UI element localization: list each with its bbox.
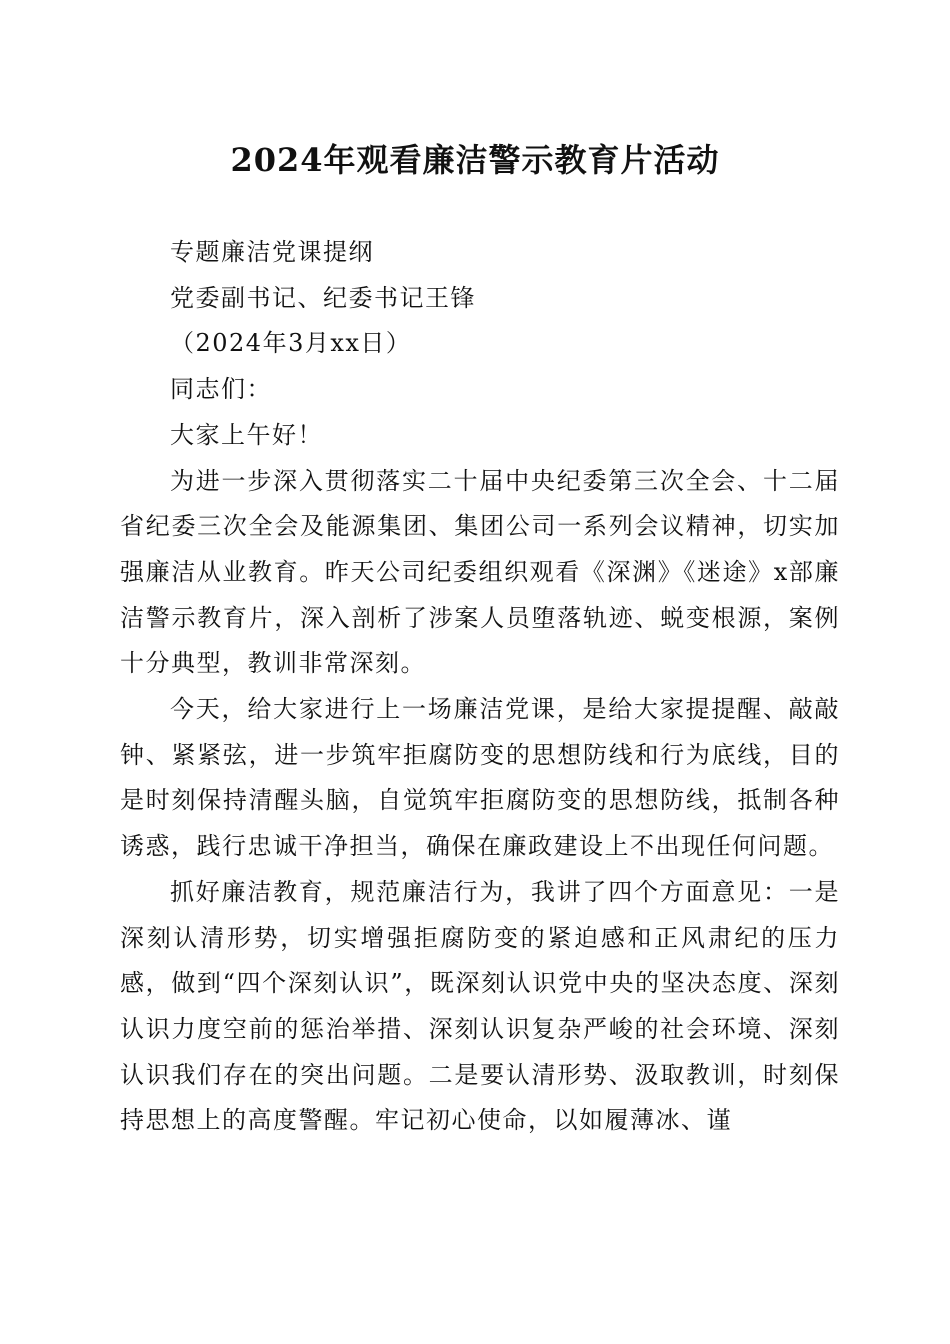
- greeting-line: 大家上午好！: [170, 420, 323, 449]
- subtitle-line: 专题廉洁党课提纲: [170, 238, 374, 266]
- document-title: 2024年观看廉洁警示教育片活动: [230, 141, 720, 179]
- paragraph-3: 抓好廉洁教育，规范廉洁行为，我讲了四个方面意见：一是深刻认清形势，切实增强拒腐防变的紧迫感和正风肃纪的压力感，做到“四个深刻认识”，既深刻认识党中央的坚决态度、深刻认识力度空前的惩治举措、深刻认识复杂严峻的社会环境、深刻认识我们存在的突出问题。二是要认清形势、汲取教训，时刻保持思想上的高度警醒。牢记初心使命，以如履薄冰、谨: [120, 877, 840, 1135]
- document-body: [120, 230, 840, 1144]
- salutation-line: 同志们：: [170, 375, 272, 404]
- paragraph-2: 今天，给大家进行上一场廉洁党课，是给大家提提醒、敲敲钟、紧紧弦，进一步筑牢拒腐防变的思想防线和行为底线，目的是时刻保持清醒头脑，自觉筑牢拒腐防变的思想防线，抵制各种诱惑，践行忠诚干净担当，确保在廉政建设上不出现任何问题。: [120, 695, 840, 861]
- author-line: 党委副书记、纪委书记王锋: [170, 283, 476, 312]
- paragraph-1: 为进一步深入贯彻落实二十届中央纪委第三次全会、十二届省纪委三次全会及能源集团、集团公司一系列会议精神，切实加强廉洁从业教育。昨天公司纪委组织观看《深渊》《迷途》x部廉洁警示教育片，深入剖析了涉案人员堕落轨迹、蜕变根源，案例十分典型，教训非常深刻。: [120, 466, 840, 678]
- date-line: （2024年3月xx日）: [170, 329, 412, 358]
